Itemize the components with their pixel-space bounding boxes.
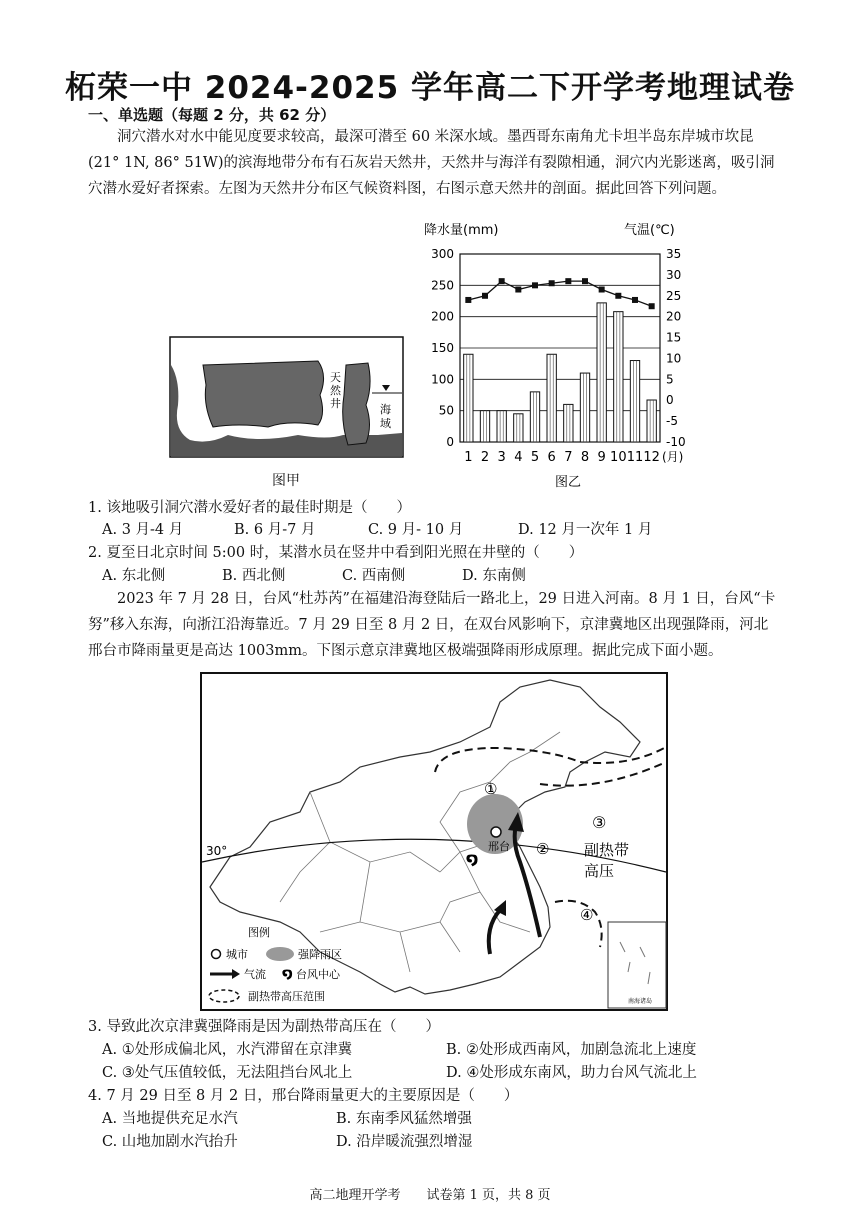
right-tick-label: 15 [666,330,682,345]
legend-high: 副热带高压范围 [248,990,325,1003]
left-tick-label: 100 [431,372,454,387]
q2-option-b[interactable]: B. 西北侧 [222,568,286,584]
temperature-marker [565,278,571,284]
well-label-2: 然 [330,384,341,397]
right-tick-label: 30 [666,267,682,282]
q3-option-b[interactable]: B. ②处形成西南风，加剧急流北上速度 [446,1042,697,1058]
month-tick-label: 3 [497,450,506,465]
question-4-stem: 4. 7 月 29 日至 8 月 2 日，邢台降雨量更大的主要原因是（ ） [88,1088,519,1104]
temperature-marker [549,280,555,286]
month-tick-label: 1 [464,450,473,465]
precip-bar [647,400,656,442]
well-label-3: 井 [330,397,341,410]
passage-2: 2023 年 7 月 28 日，台风“杜苏芮”在福建沿海登陆后一路北上，29 日进入河南。8 月 1 日，台风“卡努”移入东海，向浙江沿海靠近。7 月 29 日至 8 月 2 日，在双台风影响下，京津冀地区出现强降雨，河北邢台市降雨量更是高达 1003mm。下图示意京津冀地区极端强降雨形成原理。据此完成下面小题。 [88,591,776,659]
sea-label-2: 域 [380,417,391,430]
label-2: ② [536,840,550,858]
precip-bar [514,414,523,442]
left-tick-label: 250 [431,278,454,293]
temperature-marker [482,293,488,299]
left-tick-label: 200 [431,309,454,324]
cave-cross-section-figure [168,335,408,485]
legend-typhoon-icon: ໑ [282,966,293,982]
q4-option-d[interactable]: D. 沿岸暖流强烈增湿 [336,1134,473,1150]
q1-option-b[interactable]: B. 6 月-7 月 [234,522,316,538]
q4-option-c[interactable]: C. 山地加剧水汽抬升 [102,1134,238,1150]
q3-option-d[interactable]: D. ④处形成东南风，助力台风气流北上 [446,1065,697,1081]
q1-option-d[interactable]: D. 12 月一次年 1 月 [518,522,653,538]
question-1-stem: 1. 该地吸引洞穴潜水爱好者的最佳时期是（ ） [88,500,411,516]
month-tick-label: 8 [580,450,590,465]
temperature-marker [632,297,638,303]
month-tick-label: 7 [564,450,573,465]
question-3-stem: 3. 导致此次京津冀强降雨是因为副热带高压在（ ） [88,1019,440,1035]
right-tick-label: -10 [666,435,686,449]
precip-bar [630,361,639,442]
left-tick-label: 150 [431,341,454,355]
month-tick-label: 2 [480,450,490,465]
month-tick-label: 12 [643,450,660,465]
temperature-line [468,281,651,306]
right-tick-label: 35 [666,247,682,261]
temperature-marker [532,282,538,288]
latitude-label: 30° [206,844,228,858]
right-tick-label: 25 [666,288,682,303]
question-2-stem: 2. 夏至日北京时间 5:00 时，某潜水员在竖井中看到阳光照在井壁的（ ） [88,545,584,561]
precip-bar [547,354,556,442]
precip-bar [497,411,506,442]
legend-city-icon [212,950,221,959]
temperature-marker [599,287,605,293]
sea-label-1: 海 [380,403,391,416]
q4-option-b[interactable]: B. 东南季风猛然增强 [336,1111,472,1127]
legend-typhoon: 台风中心 [296,968,340,981]
month-tick-label: 10 [610,450,627,465]
month-tick-label: 9 [597,450,606,465]
label-1: ① [484,780,498,798]
temperature-marker [499,278,505,284]
label-4: ④ [580,906,594,924]
limestone-block [203,361,324,427]
q2-option-c[interactable]: C. 西南侧 [342,568,406,584]
q1-option-a[interactable]: A. 3 月-4 月 [102,522,184,538]
right-axis-title: 气温(℃) [624,223,675,238]
climate-chart [412,218,712,494]
left-tick-label: 0 [446,435,454,449]
month-tick-label: 4 [514,450,523,465]
precip-bar [464,354,473,442]
section-heading: 一、单选题（每题 2 分，共 62 分） [88,106,336,124]
right-tick-label: 20 [666,309,682,324]
q4-option-a[interactable]: A. 当地提供充足水汽 [102,1111,238,1127]
q2-option-d[interactable]: D. 东南侧 [462,568,526,584]
high-label-2: 高压 [584,862,615,880]
page-footer: 高二地理开学考 试卷第 1 页，共 8 页 [309,1188,551,1203]
month-unit-label: (月) [662,450,684,464]
month-tick-label: 6 [547,450,556,465]
left-tick-label: 300 [431,247,454,261]
precip-bar [597,303,606,442]
month-tick-label: 5 [530,450,540,465]
legend-flow: 气流 [244,968,266,981]
legend-rain: 强降雨区 [298,948,342,961]
precip-bar [530,392,539,442]
precip-bar [564,404,573,442]
temperature-marker [615,293,621,299]
precip-bar [480,411,489,442]
q1-option-c[interactable]: C. 9 月- 10 月 [368,522,464,538]
xingtai-label: 邢台 [488,840,510,853]
q3-option-c[interactable]: C. ③处气压值较低，无法阻挡台风北上 [102,1065,353,1081]
figure-a-caption: 图甲 [272,473,300,489]
legend-rain-icon [266,947,294,961]
right-tick-label: 10 [666,351,682,366]
temperature-marker [515,287,521,293]
precip-bar [580,373,589,442]
temperature-marker [582,278,588,284]
legend-city: 城市 [226,948,248,961]
well-label-group [330,371,342,410]
temperature-marker [649,303,655,309]
limestone-column [343,363,370,445]
right-tick-label: 0 [666,393,674,408]
exam-title: 柘荣一中 2024-2025 学年高二下开学考地理试卷 [64,70,795,106]
q3-option-a[interactable]: A. ①处形成偏北风，水汽滞留在京津冀 [102,1042,353,1058]
temperature-marker [465,297,471,303]
legend-title: 图例 [248,926,270,939]
well-label-1: 天 [330,371,341,384]
left-tick-label: 50 [438,403,454,418]
south-china-sea-inset [608,922,666,1008]
passage-1: 洞穴潜水对水中能见度要求较高，最深可潜至 60 米深水域。墨西哥东南角尤卡坦半岛东岸城市坎昆(21° 1N, 86° 51W)的滨海地带分布有石灰岩天然井，天然井与海洋有裂隙相通，洞穴内光影迷离，吸引洞穴潜水爱好者探索。左图为天然井分布区气候资料图，右图示意天然井的剖面。据此回答下列问题。 [88,129,775,197]
xingtai-city-icon [491,827,501,837]
right-tick-label: 5 [666,372,674,387]
precip-bar [614,312,623,442]
inset-label: 南海诸岛 [628,998,653,1005]
china-typhoon-map [200,672,668,1012]
q2-option-a[interactable]: A. 东北侧 [102,568,166,584]
left-axis-title: 降水量(mm) [424,223,499,238]
label-3: ③ [592,813,607,832]
month-tick-label: 11 [626,450,644,465]
typhoon-center-icon: ໑ [466,849,479,868]
right-tick-label: -5 [666,414,678,429]
figure-b-caption: 图乙 [555,475,582,490]
high-label-1: 副热带 [584,841,630,859]
